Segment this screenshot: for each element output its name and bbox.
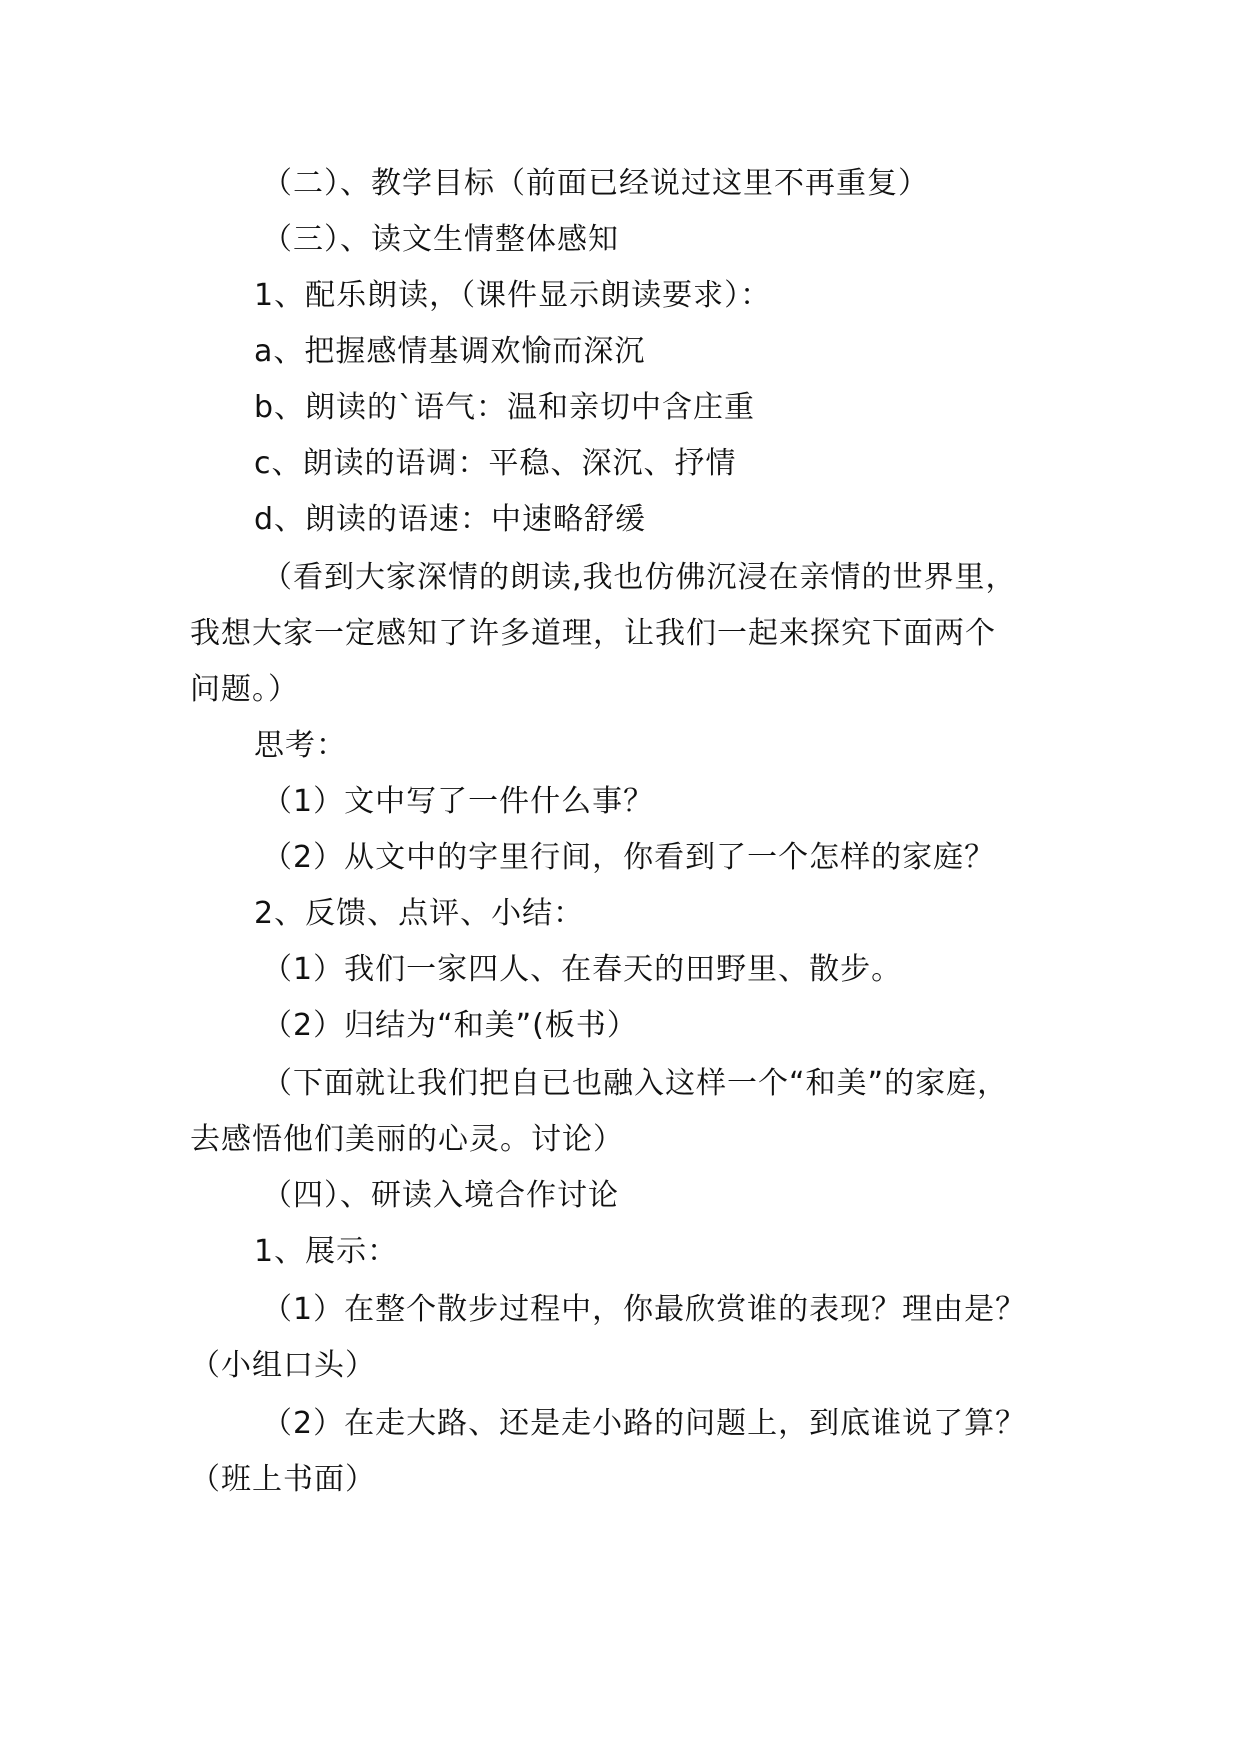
- section-heading-teaching-goals: （二）、教学目标（前面已经说过这里不再重复）: [262, 166, 929, 201]
- paragraph-line: 思考：: [254, 728, 347, 763]
- list-item-a: a、把握感情基调欢愉而深沉: [254, 334, 646, 369]
- question-item: （1）文中写了一件什么事？: [262, 784, 655, 819]
- question-item: （1）在整个散步过程中，你最欣赏谁的表现？理由是？: [262, 1292, 1027, 1327]
- paragraph-line: （看到大家深情的朗读,我也仿佛沉浸在亲情的世界里，: [262, 560, 1017, 595]
- paragraph-line: 我想大家一定感知了许多道理，让我们一起来探究下面两个: [190, 616, 996, 651]
- paragraph-line: 问题。）: [190, 672, 299, 707]
- paragraph-line: （小组口头）: [190, 1348, 376, 1383]
- paragraph-line: 2、反馈、点评、小结：: [254, 896, 585, 931]
- question-item: （2）从文中的字里行间，你看到了一个怎样的家庭？: [262, 840, 996, 875]
- list-item-d: d、朗读的语速：中速略舒缓: [254, 502, 647, 537]
- list-item: （1）我们一家四人、在春天的田野里、散步。: [262, 952, 903, 987]
- paragraph-line: 去感悟他们美丽的心灵。讨论）: [190, 1122, 624, 1157]
- paragraph-line: （下面就让我们把自已也融入这样一个“和美”的家庭，: [262, 1066, 1009, 1101]
- question-item: （2）在走大路、还是走小路的问题上，到底谁说了算？: [262, 1406, 1027, 1441]
- list-item-c: c、朗读的语调：平稳、深沉、抒情: [254, 446, 737, 481]
- paragraph-line: 1、配乐朗读，（课件显示朗读要求）：: [254, 278, 772, 313]
- list-item: （2）归结为“和美”(板书）: [262, 1008, 638, 1043]
- paragraph-line: （班上书面）: [190, 1462, 376, 1497]
- section-heading-reading: （三）、读文生情整体感知: [262, 222, 619, 257]
- paragraph-line: 1、展示：: [254, 1234, 399, 1269]
- list-item-b: b、朗读的`语气：温和亲切中含庄重: [254, 390, 756, 425]
- section-heading-study: （四）、研读入境合作讨论: [262, 1178, 619, 1213]
